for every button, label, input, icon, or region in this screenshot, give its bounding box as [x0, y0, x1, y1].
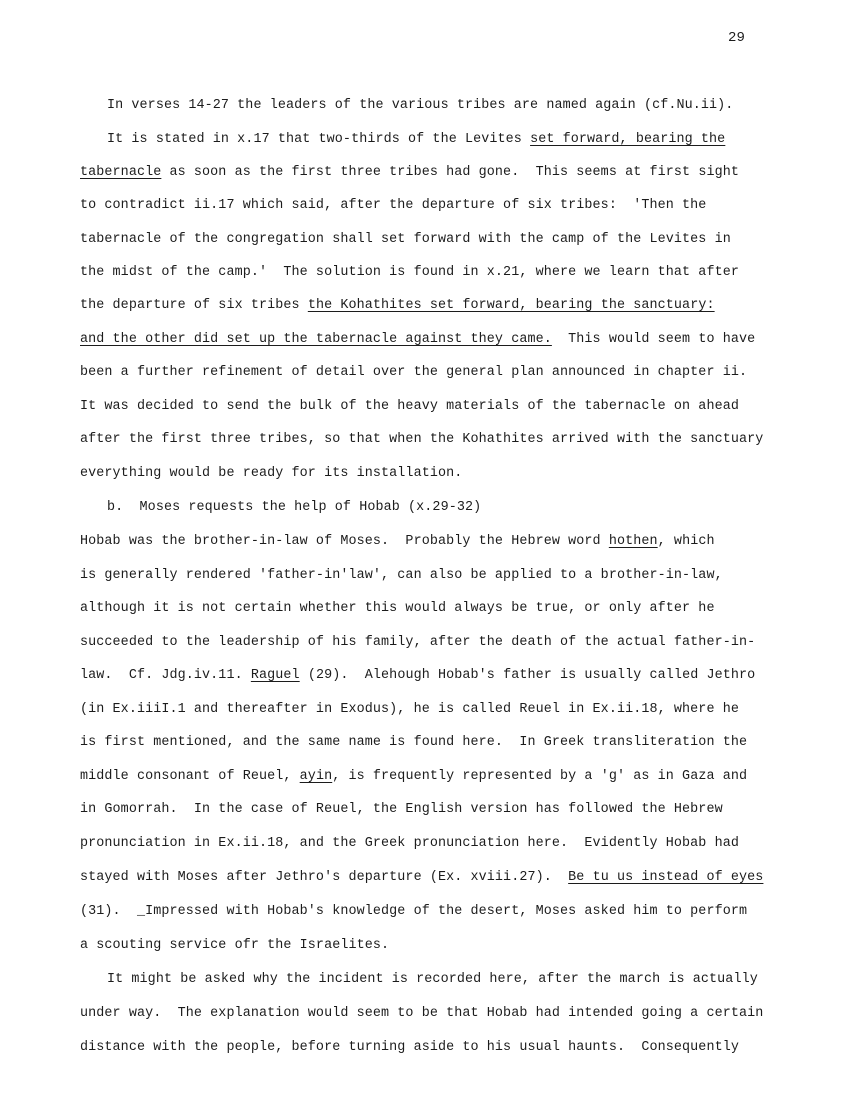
text-line [80, 264, 739, 282]
text-segment: the departure of six tribes [80, 298, 308, 313]
text-line [80, 331, 755, 349]
text-segment: a scouting service ofr the Israelites. [80, 938, 390, 953]
underlined-text: and the other did set up the tabernacle against they came. [80, 332, 552, 347]
text-segment: although it is not certain whether this would always be true, or only after he [80, 601, 715, 616]
text-segment: distance with the people, before turning aside to his usual haunts. Consequently [80, 1040, 739, 1055]
text-line [80, 567, 723, 585]
text-segment: Hobab was the brother-in-law of Moses. Probably the Hebrew word [80, 534, 609, 549]
text-line [80, 600, 715, 618]
underlined-text: tabernacle [80, 165, 162, 180]
text-segment: to contradict ii.17 which said, after the departure of six tribes: 'Then the [80, 198, 707, 213]
text-segment: It was decided to send the bulk of the heavy materials of the tabernacle on ahead [80, 399, 739, 414]
text-line [80, 398, 739, 416]
text-segment: succeeded to the leadership of his family, after the death of the actual father-in- [80, 635, 756, 650]
text-line [107, 97, 733, 115]
text-line [80, 835, 739, 853]
text-line [80, 164, 739, 182]
text-line [80, 364, 747, 382]
text-line [107, 131, 725, 149]
text-line [80, 465, 462, 483]
underlined-text: Raguel [250, 668, 300, 683]
text-line [80, 634, 755, 652]
text-segment: is first mentioned, and the same name is found here. In Greek transliteration the [80, 735, 748, 750]
text-segment: In verses 14-27 the leaders of the various tribes are named again (cf.Nu.ii). [107, 98, 734, 113]
text-line [107, 971, 758, 989]
text-segment: under way. The explanation would seem to be that Hobab had intended going a certain [80, 1006, 764, 1021]
text-line [80, 231, 731, 249]
text-segment: (31). _Impressed with Hobab's knowledge of the desert, Moses asked him to perform [80, 904, 748, 919]
text-segment: It might be asked why the incident is recorded here, after the march is actually [107, 972, 758, 987]
text-line [80, 801, 723, 819]
text-segment: b. Moses requests the help of Hobab (x.29-32) [107, 500, 482, 515]
text-segment: after the first three tribes, so that when the Kohathites arrived with the sanctuary [80, 432, 764, 447]
text-line [80, 297, 715, 315]
text-segment: pronunciation in Ex.ii.18, and the Greek pronunciation here. Evidently Hobab had [80, 836, 739, 851]
underlined-text: hothen [608, 534, 658, 549]
text-line [80, 431, 763, 449]
text-line [80, 903, 747, 921]
underlined-text: ayin [299, 769, 333, 784]
text-segment: tabernacle of the congregation shall set forward with the camp of the Levites in [80, 232, 731, 247]
text-segment: in Gomorrah. In the case of Reuel, the English version has followed the Hebrew [80, 802, 723, 817]
underlined-text: the Kohathites set forward, bearing the sanctuary: [307, 298, 715, 313]
underlined-text: set forward, bearing the [530, 132, 726, 147]
text-line [80, 1005, 763, 1023]
text-line [107, 499, 481, 517]
text-line [80, 701, 739, 719]
text-segment: (29). Alehough Hobab's father is usually called Jethro [299, 668, 756, 683]
underlined-text: Be tu us instead of eyes [568, 870, 764, 885]
text-segment: the midst of the camp.' The solution is found in x.21, where we learn that after [80, 265, 739, 280]
text-segment: , is frequently represented by a 'g' as in Gaza and [332, 769, 748, 784]
text-line [80, 1039, 739, 1057]
text-segment: everything would be ready for its installation. [80, 466, 463, 481]
text-line [80, 533, 715, 551]
text-line [80, 667, 755, 685]
text-line [80, 734, 747, 752]
text-segment: , which [657, 534, 715, 549]
page-number: 29 [728, 30, 746, 46]
text-segment: It is stated in x.17 that two-thirds of the Levites [107, 132, 531, 147]
text-segment: stayed with Moses after Jethro's departure (Ex. xviii.27). [80, 870, 569, 885]
text-segment: as soon as the first three tribes had gone. This seems at first sight [161, 165, 739, 180]
text-line [80, 197, 706, 215]
text-segment: (in Ex.iiiI.1 and thereafter in Exodus), he is called Reuel in Ex.ii.18, where he [80, 702, 739, 717]
text-line [80, 768, 747, 786]
text-line [80, 937, 389, 955]
text-segment: been a further refinement of detail over the general plan announced in chapter ii. [80, 365, 748, 380]
text-segment: middle consonant of Reuel, [80, 769, 300, 784]
text-segment: is generally rendered 'father-in'law', can also be applied to a brother-in-law, [80, 568, 723, 583]
text-segment: This would seem to have [551, 332, 756, 347]
text-line [80, 869, 763, 887]
text-segment: law. Cf. Jdg.iv.11. [80, 668, 251, 683]
